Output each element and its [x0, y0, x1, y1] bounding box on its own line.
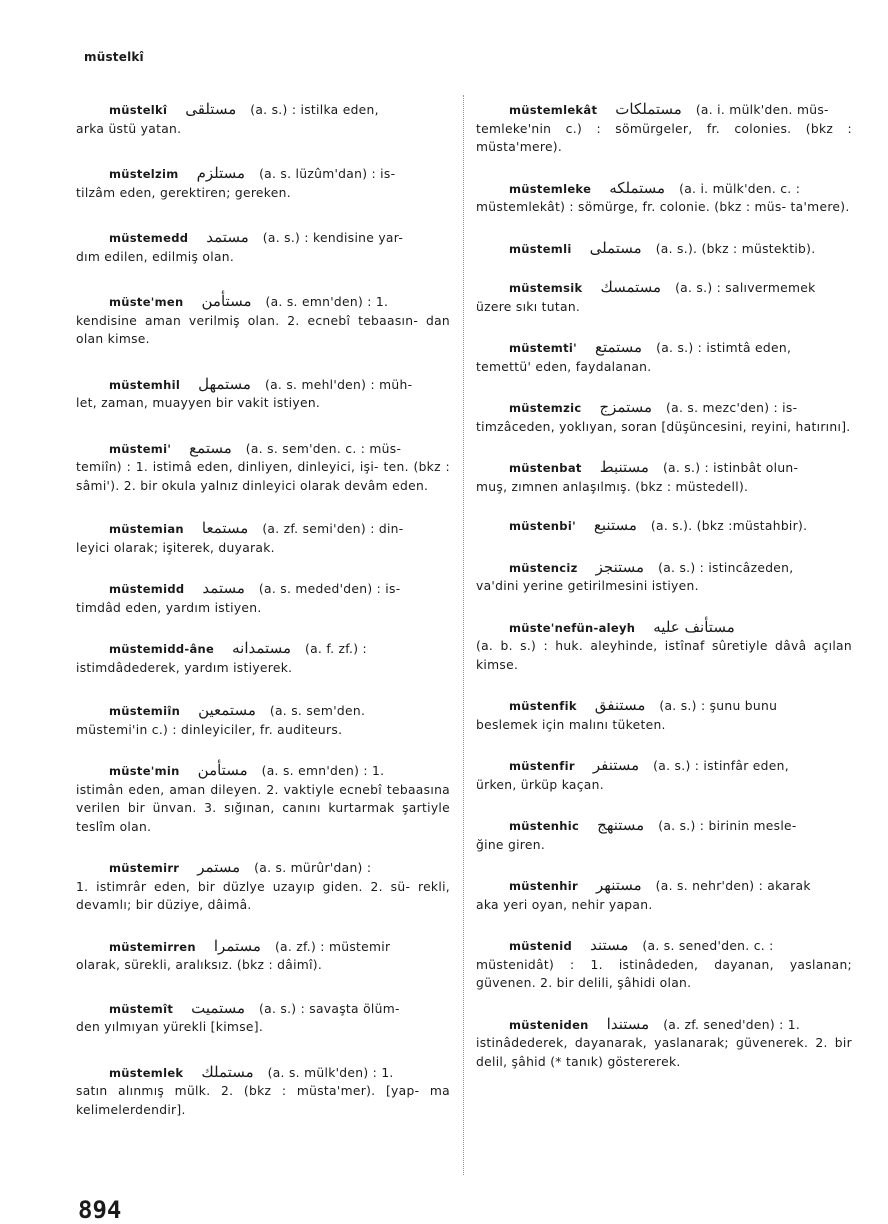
- entry-arabic-script: مستنفر: [592, 756, 640, 774]
- entry-definition: müstenidât) : 1. istinâdeden, dayanan, yaslanan; güvenen. 2. bir delili, şâhidi olan.: [476, 957, 852, 990]
- dictionary-entry: [76, 292, 450, 349]
- dictionary-entry: [76, 1063, 450, 1120]
- entry-headword: müstelkî: [109, 103, 168, 117]
- entry-first-line: [76, 579, 450, 599]
- entry-headword: müstenhir: [509, 879, 578, 893]
- entry-headword: müstenid: [509, 939, 573, 953]
- entry-definition: temettü' eden, faydalanan.: [476, 359, 652, 374]
- entry-headword: müstemli: [509, 241, 572, 256]
- entry-definition: istimân eden, aman dileyen. 2. vaktiyle ecnebî tebaasına verilen bir ünvan. 3. sığınan, canını kurtarmak şartiyle teslîm olan.: [76, 782, 450, 834]
- entry-headword: müstemhil: [109, 377, 181, 392]
- entry-definition-start: (a. zf.) : müstemir: [274, 939, 391, 954]
- entry-definition-start: (a. s.). (bkz :müstahbir).: [650, 519, 808, 533]
- entry-arabic-script: مستميت: [191, 998, 246, 1017]
- entry-headword: müstemidd-âne: [109, 642, 215, 656]
- dictionary-entry: [476, 239, 852, 259]
- entry-definition: 1. istimrâr eden, bir düzlye uzayıp giden. 2. sü- rekli, devamlı; bir düziye, dâimâ.: [76, 879, 450, 912]
- entry-headword: müsteniden: [509, 1017, 589, 1032]
- entry-definition: va'dini yerine getirilmesini istiyen.: [476, 579, 699, 593]
- entry-definition-start: (a. s. mürûr'dan) :: [254, 861, 372, 875]
- entry-definition: timdâd eden, yardım istiyen.: [76, 600, 262, 615]
- dictionary-entry: [76, 761, 450, 836]
- entry-arabic-script: مستملى: [589, 238, 642, 257]
- entry-definition: ğine giren.: [476, 837, 546, 852]
- entry-arabic-script: مستنهج: [597, 816, 645, 834]
- dictionary-entry: [76, 701, 450, 739]
- entry-definition-start: (a. s. mehl'den) : müh-: [264, 377, 413, 392]
- entry-arabic-script: مستمعين: [198, 701, 256, 719]
- entry-arabic-script: مستنبع: [593, 516, 637, 534]
- entry-definition: arka üstü yatan.: [76, 121, 182, 136]
- entry-first-line: [476, 756, 852, 776]
- entry-first-line: [76, 100, 450, 120]
- entry-arabic-script: مستمتع: [594, 338, 643, 356]
- dictionary-entry: [76, 519, 450, 557]
- entry-definition-start: (a. s.) : istinfâr eden,: [653, 759, 789, 773]
- entry-first-line: [476, 398, 852, 418]
- right-column: [476, 100, 852, 1071]
- entry-first-line: [76, 701, 450, 721]
- entry-headword: müstemleke: [509, 181, 592, 196]
- entry-arabic-script: مستمعا: [201, 519, 249, 537]
- entry-first-line: [476, 100, 852, 120]
- entry-first-line: [476, 338, 852, 358]
- dictionary-entry: [476, 558, 852, 596]
- entry-arabic-script: مستأمن: [201, 292, 252, 310]
- entry-arabic-script: مستمسك: [600, 278, 662, 296]
- entry-arabic-script: مستملكه: [609, 178, 666, 197]
- entry-definition-start: (a. s. sem'den. c. : müs-: [245, 441, 402, 456]
- dictionary-entry: [476, 936, 852, 993]
- entry-headword: müstemlekât: [509, 103, 598, 117]
- entry-first-line: [476, 876, 852, 896]
- entry-first-line: [476, 816, 852, 836]
- dictionary-entry: [476, 1015, 852, 1072]
- entry-headword: müstenfir: [509, 759, 575, 773]
- entry-first-line: [76, 1063, 450, 1083]
- entry-first-line: [76, 164, 450, 184]
- entry-headword: müste'min: [109, 764, 180, 778]
- entry-first-line: [476, 179, 852, 199]
- entry-definition-start: (a. s.) : istilka eden,: [250, 103, 379, 117]
- entry-definition: tilzâm eden, gerektiren; gereken.: [76, 185, 291, 200]
- entry-definition: let, zaman, muayyen bir vakit istiyen.: [76, 396, 321, 410]
- entry-definition: temleke'nin c.) : sömürgeler, fr. colonies. (bkz : müsta'mere).: [476, 121, 852, 154]
- entry-headword: müstemirr: [109, 861, 180, 875]
- entry-arabic-script: مستمهل: [198, 374, 251, 393]
- dictionary-entry: [76, 937, 450, 975]
- entry-first-line: [476, 696, 852, 716]
- dictionary-entry: [76, 858, 450, 915]
- dictionary-entry: [476, 756, 852, 794]
- entry-definition: beslemek için malını tüketen.: [476, 717, 666, 732]
- entry-headword: müstemirren: [109, 939, 196, 954]
- running-header: müstelkî: [84, 50, 144, 64]
- dictionary-entry: [476, 458, 852, 496]
- entry-headword: müstenbi': [509, 519, 576, 533]
- entry-definition: olarak, sürekli, aralıksız. (bkz : dâimî).: [76, 958, 323, 972]
- dictionary-entry: [476, 338, 852, 376]
- entry-headword: müstenciz: [509, 560, 578, 575]
- entry-headword: müstemti': [509, 341, 577, 355]
- entry-definition: muş, zımnen anlaşılmış. (bkz : müstedell).: [476, 479, 749, 494]
- entry-definition-start: (a. s. emn'den) : 1.: [261, 764, 385, 778]
- entry-first-line: [76, 519, 450, 539]
- entry-arabic-script: مستنبط: [599, 458, 649, 476]
- entry-headword: müstemedd: [109, 231, 189, 245]
- entry-arabic-script: مستأنف عليه: [653, 617, 735, 636]
- entry-definition: satın alınmış mülk. 2. (bkz : müsta'mer). [yap- ma kelimelerdendir].: [76, 1084, 450, 1117]
- entry-headword: müstenfik: [509, 699, 577, 713]
- entry-arabic-script: مستملك: [201, 1062, 254, 1081]
- entry-definition-start: (a. s. emn'den) : 1.: [265, 295, 389, 309]
- entry-definition-start: (a. s.) : istincâzeden,: [658, 560, 794, 575]
- entry-first-line: [76, 761, 450, 781]
- entry-definition: müstemi'in c.) : dinleyiciler, fr. auditeurs.: [76, 722, 343, 737]
- dictionary-entry: [76, 164, 450, 202]
- entry-first-line: [476, 618, 852, 638]
- dictionary-entry: [476, 618, 852, 675]
- entry-definition-start: (a. i. mülk'den. c. :: [679, 181, 801, 196]
- entry-definition-start: (a. s.) : şunu bunu: [659, 699, 778, 713]
- entry-arabic-script: مستمد: [206, 228, 249, 246]
- entry-first-line: [76, 937, 450, 957]
- entry-arabic-script: مستنفق: [594, 696, 646, 714]
- entry-definition: kendisine aman verilmiş olan. 2. ecnebî tebaasın- dan olan kimse.: [76, 313, 450, 346]
- entry-definition: aka yeri oyan, nehir yapan.: [476, 897, 653, 912]
- dictionary-entry: [476, 696, 852, 734]
- dictionary-entry: [476, 278, 852, 316]
- entry-definition: ürken, ürküp kaçan.: [476, 777, 604, 792]
- entry-first-line: [76, 439, 450, 459]
- entry-arabic-script: مستأمن: [197, 761, 248, 779]
- entry-definition-start: (a. s. mülk'den) : 1.: [267, 1065, 394, 1080]
- entry-first-line: [476, 558, 852, 578]
- entry-definition-start: (a. f. zf.) :: [305, 642, 367, 656]
- entry-arabic-script: مستمزج: [599, 398, 653, 416]
- entry-headword: müstenhic: [509, 819, 580, 833]
- entry-definition: dım edilen, edilmiş olan.: [76, 249, 235, 264]
- entry-arabic-script: مستنجز: [595, 557, 645, 576]
- entry-arabic-script: مستملكات: [615, 100, 682, 118]
- entry-headword: müstemiîn: [109, 704, 181, 718]
- dictionary-entry: [476, 179, 852, 217]
- entry-arabic-script: مستند: [590, 936, 629, 954]
- dictionary-entry: [476, 516, 852, 536]
- entry-headword: müstenbat: [509, 461, 582, 475]
- entry-arabic-script: مستمد: [202, 579, 245, 597]
- entry-definition-start: (a. s. nehr'den) : akarak: [655, 879, 811, 893]
- entry-arabic-script: مستلزم: [196, 164, 246, 182]
- entry-definition-start: (a. s.) : istimtâ eden,: [656, 341, 792, 355]
- entry-headword: müste'nefün-aleyh: [509, 620, 636, 635]
- left-column: [76, 100, 450, 1119]
- entry-first-line: [76, 639, 450, 659]
- dictionary-entry: [76, 439, 450, 496]
- entry-first-line: [76, 375, 450, 395]
- dictionary-entry: [476, 816, 852, 854]
- entry-definition-start: (a. s.) : salıvermemek: [675, 281, 816, 295]
- dictionary-entry: [476, 398, 852, 436]
- dictionary-entry: [476, 100, 852, 157]
- entry-first-line: [76, 858, 450, 878]
- entry-first-line: [476, 458, 852, 478]
- entry-first-line: [476, 239, 852, 259]
- dictionary-entry: [76, 579, 450, 617]
- entry-arabic-script: مستنهر: [596, 876, 642, 894]
- dictionary-entry: [476, 876, 852, 914]
- entry-headword: müstemsik: [509, 281, 583, 295]
- entry-first-line: [476, 278, 852, 298]
- column-divider: [463, 95, 465, 1175]
- entry-definition-start: (a. s. meded'den) : is-: [258, 582, 401, 596]
- entry-definition-start: (a. i. mülk'den. müs-: [695, 103, 829, 117]
- entry-definition: den yılmıyan yürekli [kimse].: [76, 1020, 264, 1034]
- entry-definition: leyici olarak; işiterek, duyarak.: [76, 540, 275, 555]
- entry-definition-start: (a. zf. semi'den) : din-: [262, 522, 404, 536]
- entry-headword: müstemian: [109, 522, 184, 536]
- dictionary-entry: [76, 999, 450, 1037]
- entry-headword: müstemlek: [109, 1065, 184, 1080]
- entry-definition-start: (a. s.) : kendisine yar-: [262, 231, 404, 245]
- page-number: 894: [78, 1196, 122, 1224]
- entry-first-line: [76, 999, 450, 1019]
- entry-definition-start: (a. s.) : birinin mesle-: [658, 819, 797, 833]
- entry-definition-start: (a. s.). (bkz : müstektib).: [655, 241, 816, 256]
- entry-definition-start: (a. s.) : istinbât olun-: [662, 461, 799, 475]
- entry-definition: temiîn) : 1. istimâ eden, dinliyen, dinleyici, işi- ten. (bkz : sâmi'). 2. bir okula yalnız dinleyici olarak devâm eden.: [76, 460, 450, 493]
- entry-arabic-script: مستندا: [606, 1014, 650, 1033]
- entry-headword: müstemi': [109, 441, 172, 456]
- entry-arabic-script: مستمرا: [213, 936, 261, 955]
- entry-headword: müstemidd: [109, 582, 185, 596]
- entry-definition-start: (a. s. mezc'den) : is-: [666, 401, 798, 415]
- entry-definition: (a. b. s.) : huk. aleyhinde, istînaf sûretiyle dâvâ açılan kimse.: [476, 639, 852, 672]
- entry-first-line: [76, 228, 450, 248]
- entry-definition-start: (a. s. sened'den. c. :: [642, 939, 774, 953]
- entry-definition: timzâceden, yoklıyan, soran [düşüncesini, reyini, hatırını].: [476, 419, 851, 434]
- entry-definition: istinâdederek, dayanarak, yaslanarak; güvenerek. 2. bir delil, şâhid (* tanık) göstererek.: [476, 1036, 852, 1069]
- entry-definition: müstemlekât) : sömürge, fr. colonie. (bkz : müs- ta'mere).: [476, 200, 850, 214]
- dictionary-entry: [76, 639, 450, 677]
- entry-first-line: [476, 936, 852, 956]
- entry-arabic-script: مستمع: [189, 438, 232, 457]
- entry-first-line: [476, 1015, 852, 1035]
- entry-arabic-script: مستمر: [197, 858, 241, 876]
- entry-definition-start: (a. s. lüzûm'dan) : is-: [259, 167, 396, 181]
- entry-headword: müstemzic: [509, 401, 582, 415]
- entry-definition: üzere sıkı tutan.: [476, 299, 581, 314]
- entry-headword: müstelzim: [109, 167, 179, 181]
- entry-headword: müstemît: [109, 1001, 174, 1016]
- entry-headword: müste'men: [109, 295, 184, 309]
- entry-definition-start: (a. s. sem'den.: [269, 704, 366, 718]
- entry-definition-start: (a. zf. sened'den) : 1.: [663, 1017, 801, 1032]
- entry-arabic-script: مستلقى: [185, 100, 237, 118]
- entry-first-line: [76, 292, 450, 312]
- dictionary-entry: [76, 100, 450, 138]
- entry-first-line: [476, 516, 852, 536]
- entry-definition: istimdâdederek, yardım istiyerek.: [76, 660, 293, 675]
- dictionary-entry: [76, 228, 450, 266]
- entry-arabic-script: مستمدانه: [232, 639, 291, 657]
- entry-definition-start: (a. s.) : savaşta ölüm-: [259, 1001, 400, 1016]
- dictionary-entry: [76, 375, 450, 413]
